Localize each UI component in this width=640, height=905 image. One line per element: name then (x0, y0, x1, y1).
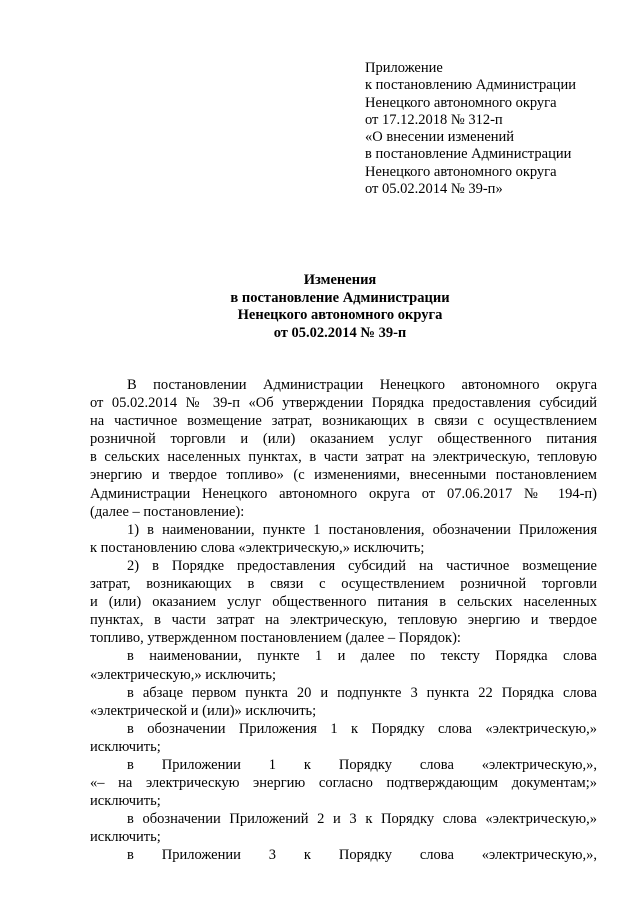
body-line: «– на электрическую энергию согласно подтверждающим документам;» (90, 775, 597, 792)
body-line: затрат, возникающих в связи с осуществлением розничной торговли (90, 576, 597, 593)
header-line: Ненецкого автономного округа (365, 94, 557, 111)
title-line: Ненецкого автономного округа (237, 307, 443, 323)
body-line: 2) в Порядке предоставления субсидий на частичное возмещение (127, 557, 597, 574)
body-line: и (или) оказанием услуг общественного питания в сельских населенных (90, 594, 597, 611)
body-line: Администрации Ненецкого автономного округа от 07.06.2017 № 194-п) (90, 485, 597, 502)
header-line: от 05.02.2014 № 39-п» (365, 181, 503, 198)
body-line: в обозначении Приложения 1 к Порядку слова «электрическую,» (127, 720, 597, 737)
body-line: 1) в наименовании, пункте 1 постановления, обозначении Приложения (127, 521, 597, 538)
appendix-header (365, 60, 625, 198)
body-line: В постановлении Администрации Ненецкого автономного округа (127, 377, 597, 393)
body-line: энергию и твердое топливо» (с изменениями, внесенными постановлением (90, 467, 597, 484)
body-line: топливо, утвержденном постановлением (далее – Порядок): (90, 630, 461, 647)
body-line: «электрическую,» исключить; (90, 666, 276, 683)
header-line: к постановлению Администрации (365, 77, 576, 94)
title-line: от 05.02.2014 № 39-п (273, 324, 407, 341)
document-body (90, 376, 597, 865)
body-line: в Приложении 3 к Порядку слова «электрическую,», (127, 847, 597, 864)
body-line: в наименовании, пункте 1 и далее по тексту Порядка слова (127, 648, 597, 665)
body-line: исключить; (90, 738, 161, 755)
document-title (0, 272, 640, 342)
body-line: в обозначении Приложений 2 и 3 к Порядку слова «электрическую,» (127, 811, 597, 828)
header-line: «О внесении изменений (365, 129, 515, 146)
body-line: к постановлению слова «электрическую,» исключить; (90, 539, 425, 556)
body-line: (далее – постановление): (90, 503, 245, 520)
body-line: исключить; (90, 829, 161, 846)
body-line: в Приложении 1 к Порядку слова «электрическую,», (127, 756, 597, 773)
header-line: в постановление Администрации (365, 146, 572, 163)
header-line: Ненецкого автономного округа (365, 163, 557, 180)
header-line: от 17.12.2018 № 312-п (365, 111, 503, 128)
title-line: Изменения (303, 272, 377, 288)
body-line: от 05.02.2014 № 39-п «Об утверждении Порядка предоставления субсидий (90, 395, 597, 412)
header-line: Приложение (365, 60, 443, 76)
body-line: исключить; (90, 793, 161, 810)
title-line: в постановление Администрации (230, 289, 450, 306)
body-line: розничной торговли и (или) оказанием услуг общественного питания (90, 431, 597, 448)
body-line: в сельских населенных пунктах, в части затрат на электрическую, тепловую (90, 449, 597, 466)
body-line: «электрической и (или)» исключить; (90, 702, 317, 719)
body-line: на частичное возмещение затрат, возникающих в связи с осуществлением (90, 413, 597, 430)
body-line: в абзаце первом пункта 20 и подпункте 3 пункта 22 Порядка слова (127, 684, 597, 701)
body-line: пунктах, в части затрат на электрическую, тепловую энергию и твердое (90, 612, 597, 629)
